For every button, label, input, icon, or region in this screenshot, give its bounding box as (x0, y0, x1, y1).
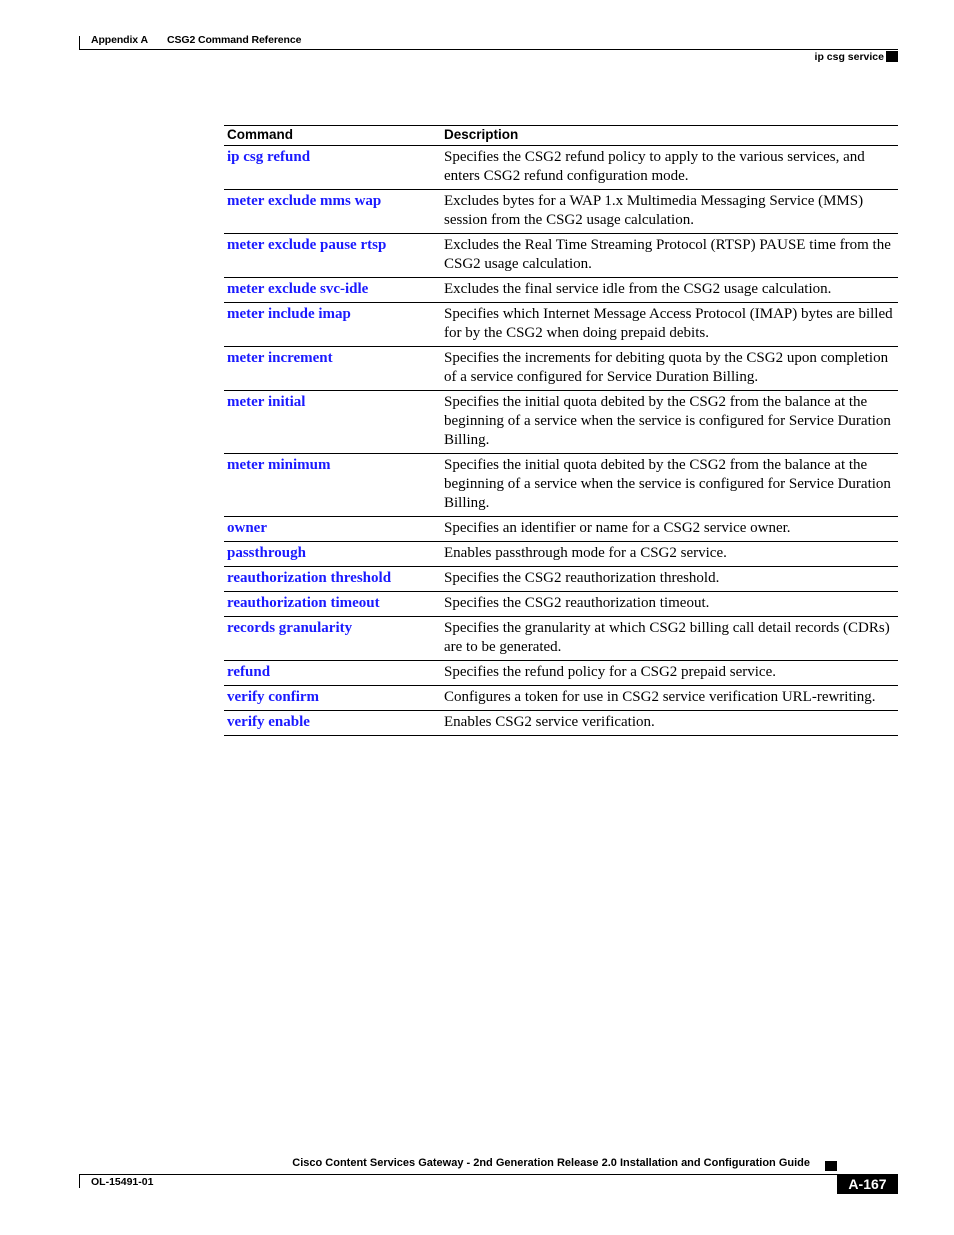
command-link[interactable]: passthrough (227, 545, 306, 561)
table-row (224, 347, 898, 391)
command-cell (224, 454, 434, 517)
command-link[interactable]: meter increment (227, 350, 333, 366)
footer-divider (79, 1174, 80, 1188)
table-row (224, 303, 898, 347)
description-cell: Specifies the refund policy for a CSG2 prepaid service. (434, 661, 898, 686)
table-row (224, 146, 898, 190)
command-cell (224, 517, 434, 542)
command-link[interactable]: meter exclude pause rtsp (227, 237, 387, 253)
header-appendix: Appendix A (91, 34, 148, 46)
command-link[interactable]: meter minimum (227, 457, 331, 473)
header-divider (79, 36, 80, 50)
footer-doc-number: OL-15491-01 (91, 1176, 154, 1188)
header-section: ip csg service (814, 51, 884, 63)
command-cell (224, 661, 434, 686)
command-cell (224, 391, 434, 454)
description-cell: Specifies the CSG2 reauthorization threshold. (434, 567, 898, 592)
description-cell: Specifies the granularity at which CSG2 billing call detail records (CDRs) are to be generated. (434, 617, 898, 661)
command-cell (224, 711, 434, 736)
command-link[interactable]: refund (227, 664, 271, 680)
command-link[interactable]: verify confirm (227, 689, 320, 705)
description-cell: Excludes bytes for a WAP 1.x Multimedia Messaging Service (MMS) session from the CSG2 usage calculation. (434, 190, 898, 234)
description-cell: Specifies the initial quota debited by the CSG2 from the balance at the beginning of a service when the service is configured for Service Duration Billing. (434, 391, 898, 454)
command-link[interactable]: ip csg refund (227, 149, 311, 165)
command-link[interactable]: meter exclude svc-idle (227, 281, 369, 297)
description-cell: Excludes the Real Time Streaming Protocol (RTSP) PAUSE time from the CSG2 usage calculation. (434, 234, 898, 278)
command-cell (224, 303, 434, 347)
header-marker (886, 51, 898, 62)
command-cell (224, 567, 434, 592)
description-cell: Specifies the increments for debiting quota by the CSG2 upon completion of a service configured for Service Duration Billing. (434, 347, 898, 391)
column-header-description: Description (434, 126, 898, 146)
footer-guide-title: Cisco Content Services Gateway - 2nd Generation Release 2.0 Installation and Configuration Guide (292, 1157, 810, 1169)
command-cell (224, 617, 434, 661)
command-link[interactable]: owner (227, 520, 267, 536)
command-cell (224, 190, 434, 234)
table-header-row (224, 126, 898, 146)
header-chapter: CSG2 Command Reference (167, 34, 302, 46)
table-row (224, 454, 898, 517)
command-table (224, 125, 898, 736)
command-link[interactable]: records granularity (227, 620, 353, 636)
table-row (224, 190, 898, 234)
command-link[interactable]: reauthorization threshold (227, 570, 392, 586)
description-cell: Configures a token for use in CSG2 service verification URL-rewriting. (434, 686, 898, 711)
command-cell (224, 146, 434, 190)
table-row (224, 686, 898, 711)
table-row (224, 711, 898, 736)
description-cell: Specifies which Internet Message Access Protocol (IMAP) bytes are billed for by the CSG2 when doing prepaid debits. (434, 303, 898, 347)
table-row (224, 517, 898, 542)
table-row (224, 278, 898, 303)
footer-rule (79, 1174, 898, 1175)
command-link[interactable]: meter include imap (227, 306, 351, 322)
command-cell (224, 278, 434, 303)
command-link[interactable]: reauthorization timeout (227, 595, 380, 611)
description-cell: Enables CSG2 service verification. (434, 711, 898, 736)
command-cell (224, 542, 434, 567)
description-cell: Enables passthrough mode for a CSG2 service. (434, 542, 898, 567)
table-row (224, 661, 898, 686)
footer-marker (825, 1161, 837, 1171)
description-cell: Specifies an identifier or name for a CSG2 service owner. (434, 517, 898, 542)
command-cell (224, 592, 434, 617)
table-row (224, 592, 898, 617)
header-rule (79, 49, 898, 50)
command-cell (224, 347, 434, 391)
page-number: A-167 (837, 1174, 898, 1194)
description-cell: Excludes the final service idle from the CSG2 usage calculation. (434, 278, 898, 303)
command-cell (224, 686, 434, 711)
description-cell: Specifies the CSG2 refund policy to apply to the various services, and enters CSG2 refund configuration mode. (434, 146, 898, 190)
table-row (224, 234, 898, 278)
command-link[interactable]: meter exclude mms wap (227, 193, 382, 209)
column-header-command: Command (224, 126, 434, 146)
command-cell (224, 234, 434, 278)
command-link[interactable]: meter initial (227, 394, 306, 410)
command-link[interactable]: verify enable (227, 714, 310, 730)
table-row (224, 542, 898, 567)
table-row (224, 617, 898, 661)
description-cell: Specifies the CSG2 reauthorization timeout. (434, 592, 898, 617)
description-cell: Specifies the initial quota debited by the CSG2 from the balance at the beginning of a service when the service is configured for Service Duration Billing. (434, 454, 898, 517)
table-row (224, 391, 898, 454)
table-row (224, 567, 898, 592)
